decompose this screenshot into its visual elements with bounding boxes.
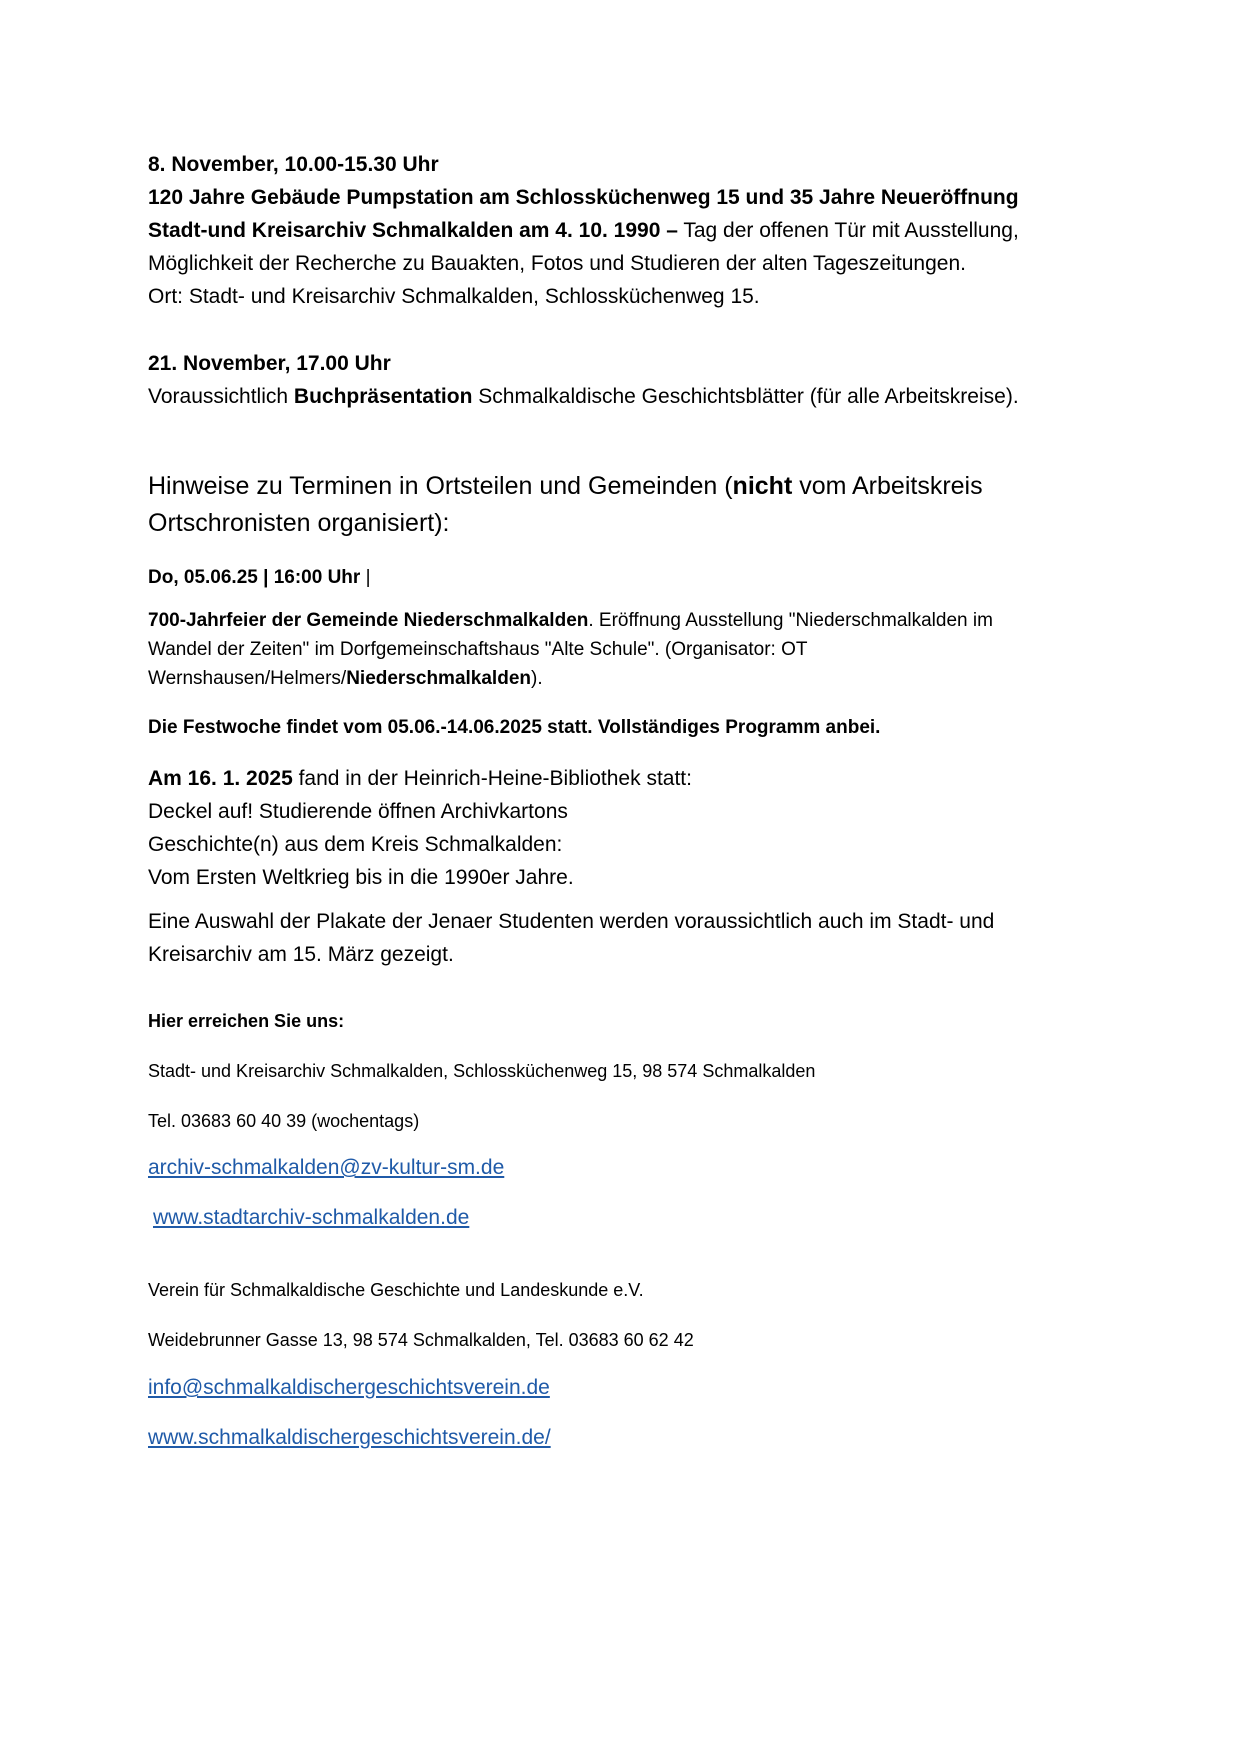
contact-heading-line xyxy=(148,1006,1108,1036)
hinweise-pre: Hinweise zu Terminen in Ortsteilen und Gemeinden ( xyxy=(148,472,733,500)
am-line-2: Deckel auf! Studierende öffnen Archivkartons xyxy=(148,800,568,823)
auswahl-line-2: Kreisarchiv am 15. März gezeigt. xyxy=(148,943,454,966)
am-line-1-rest: fand in der Heinrich-Heine-Bibliothek statt: xyxy=(292,767,692,790)
hinweise-post: vom Arbeitskreis xyxy=(792,472,983,500)
verein-web-line xyxy=(148,1423,1108,1453)
am-line-4: Vom Ersten Weltkrieg bis in die 1990er Jahre. xyxy=(148,866,574,889)
event-1-block xyxy=(148,148,1108,313)
verein-email-line xyxy=(148,1373,1108,1403)
am-block xyxy=(148,762,1108,894)
jahrfeier-title: 700-Jahrfeier der Gemeinde Niederschmalkalden xyxy=(148,610,589,631)
event-1-desc-line-3: Möglichkeit der Recherche zu Bauakten, Fotos und Studieren der alten Tageszeitungen. xyxy=(148,252,966,275)
event-2-desc-post: Schmalkaldische Geschichtsblätter (für alle Arbeitskreise). xyxy=(472,385,1019,408)
jahrfeier-line-3-bold: Niederschmalkalden xyxy=(346,668,531,689)
event-2-desc-bold: Buchpräsentation xyxy=(293,385,473,408)
contact-heading: Hier erreichen Sie uns: xyxy=(148,1011,345,1031)
event-1-title-line-2: Stadt-und Kreisarchiv Schmalkalden am 4. 10. 1990 – xyxy=(148,219,678,242)
event-1-desc-tail: Tag der offenen Tür mit Ausstellung, xyxy=(677,219,1019,242)
jahrfeier-rest: . Eröffnung Ausstellung "Niederschmalkalden im xyxy=(588,610,993,631)
verein-name: Verein für Schmalkaldische Geschichte und Landeskunde e.V. xyxy=(148,1280,644,1300)
verein-website-link[interactable]: www.schmalkaldischergeschichtsverein.de/ xyxy=(148,1426,551,1449)
auswahl-line-1: Eine Auswahl der Plakate der Jenaer Studenten werden voraussichtlich auch im Stadt- und xyxy=(148,910,995,933)
contact-phone: Tel. 03683 60 40 39 (wochentags) xyxy=(148,1111,420,1131)
auswahl-block xyxy=(148,905,1108,971)
hinweise-bold: nicht xyxy=(732,472,793,500)
jahrfeier-line-3-post: ). xyxy=(531,668,543,689)
termin-date-separator: | xyxy=(360,567,371,588)
verein-address: Weidebrunner Gasse 13, 98 574 Schmalkalden, Tel. 03683 60 62 42 xyxy=(148,1330,694,1350)
contact-website-link[interactable]: www.stadtarchiv-schmalkalden.de xyxy=(153,1206,470,1229)
contact-address: Stadt- und Kreisarchiv Schmalkalden, Schlossküchenweg 15, 98 574 Schmalkalden xyxy=(148,1061,816,1081)
hinweise-line-2: Ortschronisten organisiert): xyxy=(148,509,450,537)
termin-date: Do, 05.06.25 | 16:00 Uhr xyxy=(148,567,361,588)
verein-email-link[interactable]: info@schmalkaldischergeschichtsverein.de xyxy=(148,1376,550,1399)
contact-email-line xyxy=(148,1153,1108,1183)
festwoche-text: Die Festwoche findet vom 05.06.-14.06.2025 statt. Vollständiges Programm anbei. xyxy=(148,717,881,738)
jahrfeier-line-2: Wandel der Zeiten" im Dorfgemeinschaftshaus "Alte Schule". (Organisator: OT xyxy=(148,639,808,660)
am-line-3: Geschichte(n) aus dem Kreis Schmalkalden: xyxy=(148,833,563,856)
hinweise-heading xyxy=(148,468,1108,542)
event-1-date: 8. November, 10.00-15.30 Uhr xyxy=(148,153,439,176)
event-2-block xyxy=(148,347,1108,413)
event-2-desc-pre: Voraussichtlich xyxy=(148,385,294,408)
festwoche-line xyxy=(148,713,1108,742)
event-1-location: Ort: Stadt- und Kreisarchiv Schmalkalden, Schlossküchenweg 15. xyxy=(148,285,760,308)
event-1-title-line-1: 120 Jahre Gebäude Pumpstation am Schlossküchenweg 15 und 35 Jahre Neueröffnung xyxy=(148,186,1019,209)
am-date: Am 16. 1. 2025 xyxy=(148,767,293,790)
contact-web-line xyxy=(153,1203,1113,1233)
contact-email-link[interactable]: archiv-schmalkalden@zv-kultur-sm.de xyxy=(148,1156,505,1179)
termin-date-line xyxy=(148,563,1108,592)
jahrfeier-block xyxy=(148,606,1108,693)
event-2-date: 21. November, 17.00 Uhr xyxy=(148,352,391,375)
jahrfeier-line-3-pre: Wernshausen/Helmers/ xyxy=(148,668,347,689)
